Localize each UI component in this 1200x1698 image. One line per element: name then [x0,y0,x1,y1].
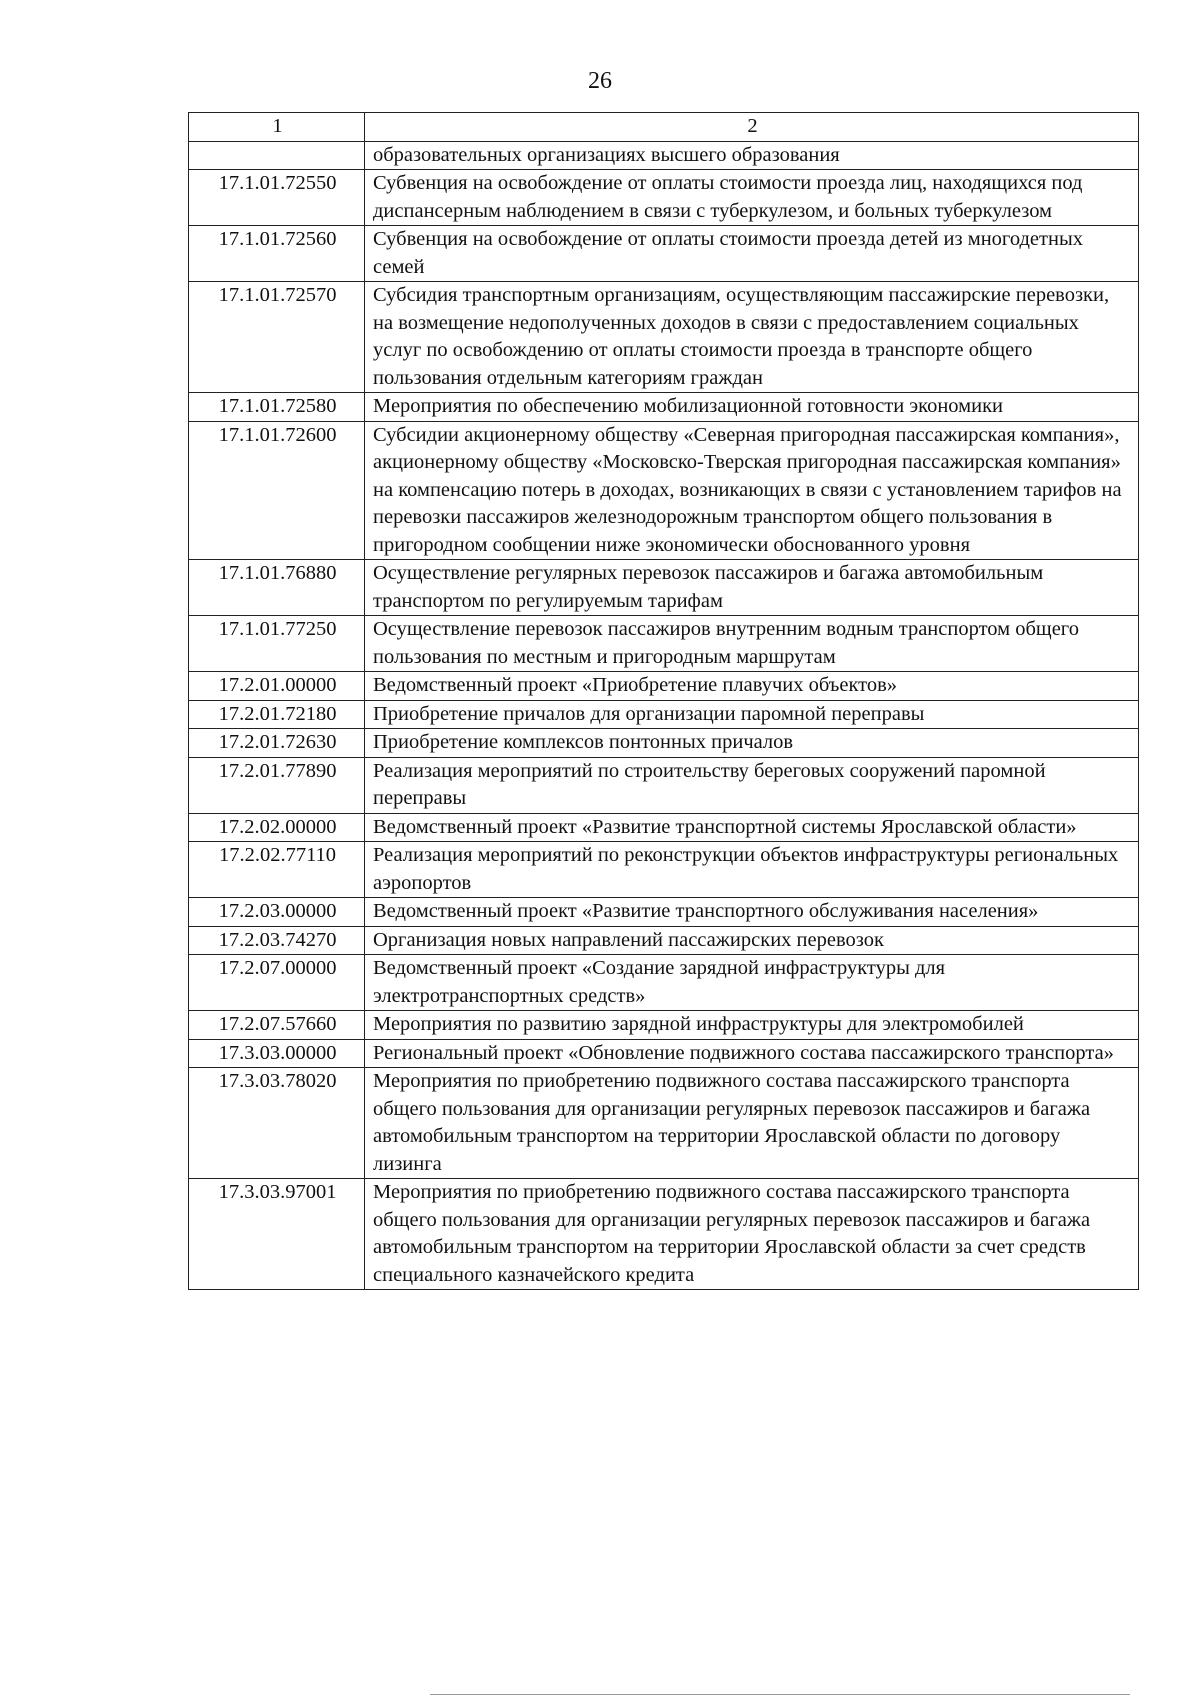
row-code: 17.2.07.57660 [189,1011,365,1040]
table-row [189,1011,1139,1040]
table-row [189,700,1139,729]
row-code: 17.2.02.77110 [189,842,365,898]
row-description: Осуществление перевозок пассажиров внутренним водным транспортом общего пользования по местным и пригородным маршрутам [365,616,1139,672]
row-code: 17.1.01.77250 [189,616,365,672]
footer-divider [430,1694,1130,1697]
row-description: Ведомственный проект «Развитие транспортной системы Ярославской области» [365,813,1139,842]
row-code: 17.3.03.97001 [189,1179,365,1290]
table-row [189,393,1139,422]
row-code: 17.2.07.00000 [189,955,365,1011]
table-row [189,757,1139,813]
row-code: 17.2.02.00000 [189,813,365,842]
table-row [189,1039,1139,1068]
table-row [189,282,1139,393]
table-row [189,898,1139,927]
row-description: Субвенция на освобождение от оплаты стоимости проезда детей из многодетных семей [365,226,1139,282]
row-description: Приобретение комплексов понтонных причалов [365,729,1139,758]
column-header-code: 1 [189,113,365,142]
row-description: Осуществление регулярных перевозок пассажиров и багажа автомобильным транспортом по регулируемым тарифам [365,560,1139,616]
table-row [189,842,1139,898]
row-description: образовательных организациях высшего образования [365,141,1139,170]
row-description: Мероприятия по развитию зарядной инфраструктуры для электромобилей [365,1011,1139,1040]
table-row [189,926,1139,955]
row-description: Субсидии акционерному обществу «Северная пригородная пассажирская компания», акционерному обществу «Московско-Тверская пригородная пассажирская компания» на компенсацию потерь в доходах, возникающих в связи с установлением тарифов на перевозки пассажиров железнодорожным транспортом общего пользования в пригородном сообщении ниже экономически обоснованного уровня [365,421,1139,560]
table-header-row [189,113,1139,142]
row-code: 17.3.03.00000 [189,1039,365,1068]
table-row [189,226,1139,282]
table-row [189,560,1139,616]
row-description: Субсидия транспортным организациям, осуществляющим пассажирские перевозки, на возмещение недополученных доходов в связи с предоставлением социальных услуг по освобождению от оплаты стоимости проезда в транспорте общего пользования отдельным категориям граждан [365,282,1139,393]
row-code: 17.1.01.72560 [189,226,365,282]
table-row [189,955,1139,1011]
row-code: 17.2.01.77890 [189,757,365,813]
row-code: 17.1.01.72570 [189,282,365,393]
row-description: Ведомственный проект «Приобретение плавучих объектов» [365,672,1139,701]
row-code: 17.1.01.76880 [189,560,365,616]
row-description: Организация новых направлений пассажирских перевозок [365,926,1139,955]
page-number: 26 [588,68,612,94]
row-code: 17.1.01.72550 [189,170,365,226]
row-description: Мероприятия по обеспечению мобилизационной готовности экономики [365,393,1139,422]
table-row [189,421,1139,560]
row-description: Реализация мероприятий по реконструкции объектов инфраструктуры региональных аэропортов [365,842,1139,898]
table-row [189,672,1139,701]
row-code: 17.2.03.00000 [189,898,365,927]
table-row [189,1179,1139,1290]
row-code: 17.1.01.72600 [189,421,365,560]
row-code: 17.2.03.74270 [189,926,365,955]
table-row [189,813,1139,842]
row-description: Мероприятия по приобретению подвижного состава пассажирского транспорта общего пользования для организации регулярных перевозок пассажиров и багажа автомобильным транспортом на территории Ярославской области за счет средств специального казначейского кредита [365,1179,1139,1290]
table-row [189,729,1139,758]
row-description: Субвенция на освобождение от оплаты стоимости проезда лиц, находящихся под диспансерным наблюдением в связи с туберкулезом, и больных туберкулезом [365,170,1139,226]
budget-classification-table [188,112,1139,1290]
table-row [189,170,1139,226]
row-code: 17.2.01.72180 [189,700,365,729]
table-row [189,141,1139,170]
row-code: 17.1.01.72580 [189,393,365,422]
table-row [189,1068,1139,1179]
column-header-description: 2 [365,113,1139,142]
row-description: Мероприятия по приобретению подвижного состава пассажирского транспорта общего пользования для организации регулярных перевозок пассажиров и багажа автомобильным транспортом на территории Ярославской области по договору лизинга [365,1068,1139,1179]
row-description: Реализация мероприятий по строительству береговых сооружений паромной переправы [365,757,1139,813]
row-code: 17.2.01.00000 [189,672,365,701]
row-code: 17.3.03.78020 [189,1068,365,1179]
row-description: Приобретение причалов для организации паромной переправы [365,700,1139,729]
row-description: Региональный проект «Обновление подвижного состава пассажирского транспорта» [365,1039,1139,1068]
table-row [189,616,1139,672]
row-code: 17.2.01.72630 [189,729,365,758]
row-description: Ведомственный проект «Создание зарядной инфраструктуры для электротранспортных средств» [365,955,1139,1011]
row-code [189,141,365,170]
row-description: Ведомственный проект «Развитие транспортного обслуживания населения» [365,898,1139,927]
